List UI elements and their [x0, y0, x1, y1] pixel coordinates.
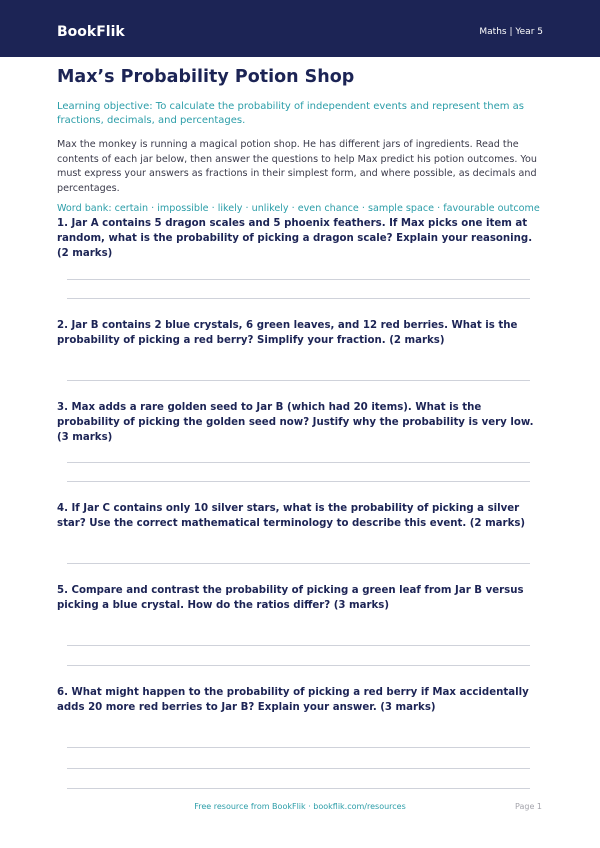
answer-line[interactable] — [67, 645, 530, 646]
question-text: 3. Max adds a rare golden seed to Jar B (which had 20 items). What is the probability of picking the golden seed now? Justify why the probability is very low. (3 marks) — [57, 402, 534, 443]
question-text: 4. If Jar C contains only 10 silver stars, what is the probability of picking a silver star? Use the correct mathematical terminology to describe this event. (2 marks) — [57, 503, 526, 529]
answer-line[interactable] — [67, 665, 530, 666]
footer-resource-link[interactable]: Free resource from BookFlik · bookflik.com/resources — [194, 802, 406, 811]
page-number: Page 1 — [515, 802, 542, 811]
learning-objective: Learning objective: To calculate the probability of independent events and represent them as fractions, decimals, and percentages. — [57, 101, 525, 126]
question-text: 5. Compare and contrast the probability of picking a green leaf from Jar B versus picking a blue crystal. How do the ratios differ? (3 marks) — [57, 585, 524, 611]
answer-line[interactable] — [67, 747, 530, 748]
question-text: 1. Jar A contains 5 dragon scales and 5 phoenix feathers. If Max picks one item at random, what is the probability of picking a dragon scale? Explain your reasoning. (2 marks) — [57, 218, 533, 259]
question-1 — [57, 216, 540, 261]
answer-line[interactable] — [67, 788, 530, 789]
question-5 — [57, 583, 540, 613]
intro-paragraph: Max the monkey is running a magical potion shop. He has different jars of ingredients. Read the contents of each jar below, then answer the questions to help Max predict his potion outcomes. You must express your answers as fractions in their simplest form, and where possible, as decimals and percentages. — [57, 139, 537, 194]
brand-logo-text[interactable]: BookFlik — [57, 24, 125, 40]
answer-line[interactable] — [67, 768, 530, 769]
question-2 — [57, 318, 540, 348]
answer-line[interactable] — [67, 481, 530, 482]
header-bar — [0, 0, 600, 57]
question-text: 2. Jar B contains 2 blue crystals, 6 green leaves, and 12 red berries. What is the probability of picking a red berry? Simplify your fraction. (2 marks) — [57, 320, 518, 346]
word-bank: Word bank: certain · impossible · likely · unlikely · even chance · sample space · favourable outcome — [57, 203, 540, 214]
question-3 — [57, 400, 540, 445]
answer-line[interactable] — [67, 563, 530, 564]
question-text: 6. What might happen to the probability of picking a red berry if Max accidentally adds 20 more red berries to Jar B? Explain your answer. (3 marks) — [57, 687, 529, 713]
worksheet-intro — [57, 66, 540, 215]
page-title: Max’s Probability Potion Shop — [57, 67, 355, 87]
subject-year-label: Maths | Year 5 — [479, 27, 543, 37]
answer-line[interactable] — [67, 380, 530, 381]
question-6 — [57, 685, 540, 715]
answer-line[interactable] — [67, 462, 530, 463]
answer-line[interactable] — [67, 279, 530, 280]
question-4 — [57, 501, 540, 531]
answer-line[interactable] — [67, 298, 530, 299]
